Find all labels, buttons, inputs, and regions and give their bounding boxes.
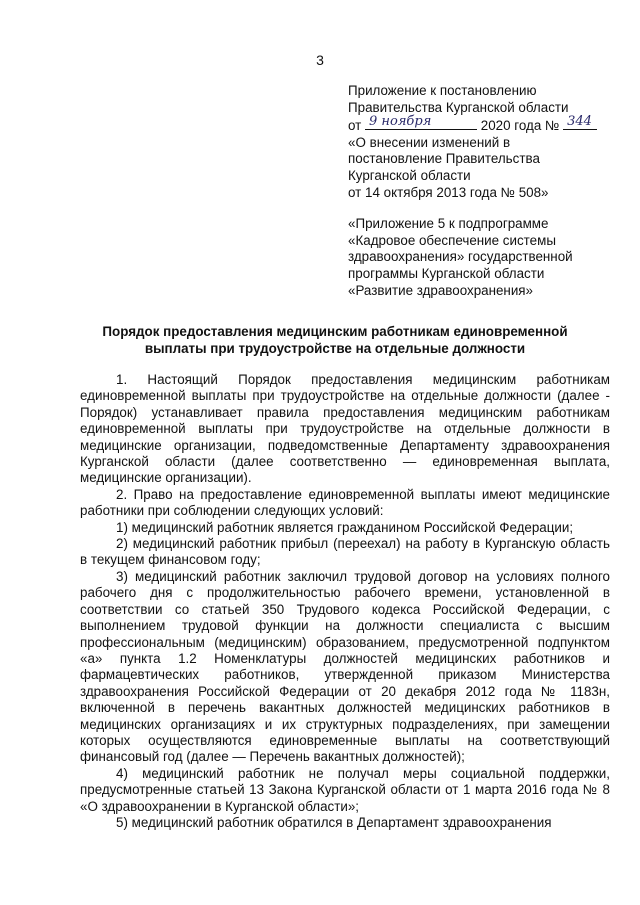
page-number: 3 bbox=[316, 52, 324, 68]
paragraph: 4) медицинский работник не получал меры социальной поддержки, предусмотренные статьей 13 Закона Курганской области от 1 марта 2016 года № 8 «О здравоохранении в Курганской области»; bbox=[80, 765, 610, 814]
document-body bbox=[80, 372, 610, 831]
subprogram-line: здравоохранения» государственной bbox=[348, 249, 573, 265]
paragraph: 2. Право на предоставление единовременной выплаты имеют медицинские работники при соблюдении следующих условий: bbox=[80, 486, 610, 519]
subprogram-line: «Приложение 5 к подпрограмме bbox=[348, 216, 549, 232]
appendix-line: Приложение к постановлению bbox=[348, 83, 537, 98]
title-line: выплаты при трудоустройстве на отдельные должности bbox=[144, 341, 526, 356]
paragraph: 1. Настоящий Порядок предоставления медицинским работникам единовременной выплаты при трудоустройстве на отдельные должности (далее - Порядок) устанавливает правила предоставления медицинским работникам единовременной выплаты при трудоустройстве на отдельные должности в медицинские организации, подведомственные Департаменту здравоохранения Курганской области (далее соответственно — единовременная выплата, медицинские организации). bbox=[80, 372, 610, 486]
handwritten-number: 344 bbox=[567, 113, 592, 129]
paragraph: 3) медицинский работник заключил трудовой договор на условиях полного рабочего дня с продолжительностью рабочего времени, установленной в соответствии со статьей 350 Трудового кодекса Российской Федерации, с выполнением трудовой функции на должности специалиста с высшим профессиональным (медицинским) образованием, предусмотренной подпунктом «а» пункта 1.2 Номенклатуры должностей медицинских работников и фармацевтических работников, утвержденной приказом Министерства здравоохранения Российской Федерации от 20 декабря 2012 года № 1183н, включенной в перечень вакантных должностей медицинских работников в медицинских организациях и их структурных подразделениях, при замещении которых осуществляются единовременные выплаты на соответствующий финансовый год (далее — Перечень вакантных должностей); bbox=[80, 568, 610, 765]
appendix-line: Курганской области bbox=[348, 167, 471, 183]
appendix-line: от 14 октября 2013 года № 508» bbox=[348, 184, 549, 200]
title-line: Порядок предоставления медицинским работникам единовременной bbox=[102, 324, 568, 339]
paragraph: 5) медицинский работник обратился в Департамент здравоохранения bbox=[116, 814, 552, 830]
paragraph: 1) медицинский работник является гражданином Российской Федерации; bbox=[116, 519, 574, 535]
date-blank bbox=[365, 113, 477, 130]
paragraph: 2) медицинский работник прибыл (переехал) на работу в Курганскую область в текущем финансовом году; bbox=[80, 536, 610, 568]
subprogram-line: «Кадровое обеспечение системы bbox=[348, 232, 556, 248]
appendix-line: «О внесении изменений в bbox=[348, 134, 511, 150]
appendix-date-line bbox=[348, 113, 618, 135]
date-prefix: от bbox=[348, 118, 362, 134]
document-title bbox=[60, 323, 610, 357]
appendix-line: Правительства Курганской области bbox=[348, 99, 569, 115]
subprogram-line: «Развитие здравоохранения» bbox=[348, 282, 534, 298]
number-blank bbox=[563, 113, 597, 130]
subprogram-line: программы Курганской области bbox=[348, 265, 545, 281]
date-year: 2020 года № bbox=[480, 118, 560, 134]
appendix-block bbox=[348, 83, 618, 299]
handwritten-date: 9 ноября bbox=[369, 113, 432, 129]
appendix-line: постановление Правительства bbox=[348, 151, 540, 167]
